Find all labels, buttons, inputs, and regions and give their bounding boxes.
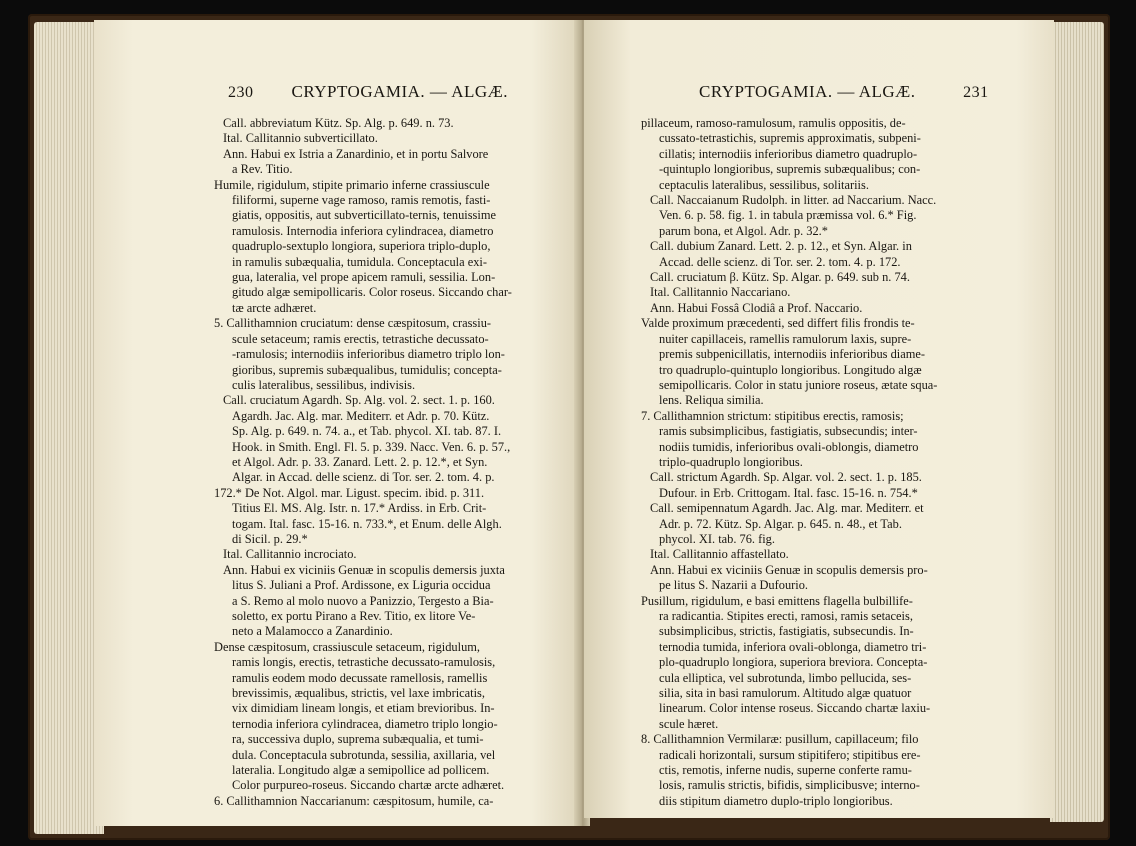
text-line: ramulis eodem modo decussate ramellosis, ramellis [232, 670, 488, 685]
text-line: soletto, ex portu Pirano a Rev. Titio, ex litore Ve- [232, 609, 476, 623]
text-line: ramis longis, erectis, tetrastiche decussato-ramulosis, [232, 655, 496, 670]
text-line: Ann. Habui ex viciniis Genuæ in scopulis demersis pro- [650, 562, 928, 577]
text-line: Ven. 6. p. 58. fig. 1. in tabula præmissa vol. 6.* Fig. [659, 208, 917, 223]
text-line: a Rev. Titio. [232, 162, 293, 177]
text-line: 5. Callithamnion cruciatum: dense cæspitosum, crassiu- [214, 316, 492, 331]
text-line: ramulosis. Internodia inferiora cylindracea, diametro [232, 223, 494, 238]
text-line: quadruplo-sextuplo longiora, superiora triplo-duplo, [232, 239, 491, 254]
text-line: Adr. p. 72. Kütz. Sp. Algar. p. 645. n. 48., et Tab. [659, 516, 902, 531]
text-line: Call. cruciatum β. Kütz. Sp. Algar. p. 649. sub n. 74. [650, 270, 910, 285]
text-line: Agardh. Jac. Alg. mar. Mediterr. et Adr. p. 70. Kütz. [232, 408, 490, 423]
text-line: giatis, oppositis, aut subverticillato-ternis, tenuissime [232, 208, 496, 223]
left-page [94, 20, 580, 826]
right-page-header [699, 82, 989, 102]
text-line: 8. Callithamnion Vermilaræ: pusillum, capillaceum; filo [641, 732, 919, 747]
text-line: -ramulosis; internodiis inferioribus diametro triplo lon- [232, 347, 505, 362]
text-line: pillaceum, ramoso-ramulosum, ramulis oppositis, de- [641, 116, 906, 130]
text-line: ramis subsimplicibus, fastigiatis, subsecundis; inter- [659, 424, 918, 439]
page-number: 230 [228, 84, 254, 101]
text-line: -quintuplo longioribus, supremis subæqualibus; con- [659, 162, 921, 177]
text-line: Hook. in Smith. Engl. Fl. 5. p. 339. Nacc. Ven. 6. p. 57., [232, 439, 511, 454]
text-line: culis lateralibus, sessilibus, indivisis. [232, 377, 416, 392]
text-line: Dufour. in Erb. Crittogam. Ital. fasc. 15-16. n. 754.* [659, 485, 918, 500]
text-line: phycol. XI. tab. 76. fig. [659, 531, 775, 546]
text-line: neto a Malamocco a Zanardinio. [232, 624, 393, 639]
text-line: premis subpenicillatis, internodiis inferioribus diame- [659, 347, 925, 362]
text-line: Call. abbreviatum Kütz. Sp. Alg. p. 649. n. 73. [223, 116, 454, 130]
text-line: filiformi, superne vage ramoso, ramis remotis, fasti- [232, 193, 491, 208]
text-line: Valde proximum præcedenti, sed differt filis frondis te- [641, 316, 915, 331]
text-line: Call. strictum Agardh. Sp. Algar. vol. 2. sect. 1. p. 185. [650, 470, 922, 485]
running-head: CRYPTOGAMIA. — ALGÆ. [699, 82, 916, 101]
text-line: nuiter capillaceis, ramellis ramulorum laxis, supre- [659, 331, 912, 346]
text-line: Algar. in Accad. delle scienz. di Tor. ser. 2. tom. 4. p. [232, 470, 495, 485]
text-line: ctis, remotis, inferne nudis, superne conferte ramu- [659, 763, 912, 778]
text-line: ternodia tumida, inferiora ovali-oblonga, diametro tri- [659, 639, 927, 654]
text-line: Ann. Habui Fossâ Clodiâ a Prof. Naccario. [650, 300, 863, 315]
text-line: radicali horizontali, sursum stipitifero; stipitibus ere- [659, 747, 921, 762]
text-line: in ramulis subæqualia, tumidula. Conceptacula exi- [232, 254, 487, 269]
text-line: et Algol. Adr. p. 33. Zanard. Lett. 2. p. 12.*, et Syn. [232, 454, 488, 469]
text-line: semipollicaris. Color in statu juniore roseus, ætate squa- [659, 377, 938, 392]
text-line: nodiis tumidis, inferioribus ovali-oblongis, diametro [659, 439, 919, 454]
text-line: dula. Conceptacula subrotunda, sessilia, axillaria, vel [232, 747, 496, 762]
text-line: Ital. Callitannio incrociato. [223, 547, 357, 562]
text-line: Ital. Callitannio subverticillato. [223, 131, 378, 146]
text-line: brevissimis, æqualibus, strictis, vel laxe imbricatis, [232, 686, 485, 701]
text-line: scule setaceum; ramis erectis, tetrastiche decussato- [232, 331, 489, 346]
text-line: a S. Remo al molo nuovo a Panizzio, Tergesto a Bia- [232, 593, 494, 608]
text-line: pe litus S. Nazarii a Dufourio. [659, 578, 808, 593]
text-line: Ital. Callitannio Naccariano. [650, 285, 791, 300]
text-line: Dense cæspitosum, crassiuscule setaceum, rigidulum, [214, 639, 480, 654]
text-line: Call. dubium Zanard. Lett. 2. p. 12., et Syn. Algar. in [650, 239, 912, 254]
text-line: Titius El. MS. Alg. Istr. n. 17.* Ardiss. in Erb. Crit- [232, 501, 487, 516]
text-line: plo-quadruplo longiora, superiora breviora. Concepta- [659, 655, 928, 670]
text-line: parum bona, et Algol. Adr. p. 32.* [659, 223, 828, 238]
text-line: tæ arcte adhæret. [232, 300, 317, 315]
text-line: losis, ramulis strictis, bifidis, simplicibusve; interno- [659, 778, 920, 793]
text-line: Accad. delle scienz. di Tor. ser. 2. tom. 4. p. 172. [659, 254, 901, 269]
text-line: cillatis; internodiis inferioribus diametro quadruplo- [659, 146, 918, 161]
text-line: togam. Ital. fasc. 15-16. n. 733.*, et Enum. delle Algh. [232, 516, 502, 531]
text-line: Humile, rigidulum, stipite primario inferne crassiuscule [214, 177, 490, 192]
text-line: Call. semipennatum Agardh. Jac. Alg. mar. Mediterr. et [650, 501, 924, 516]
text-line: subsimplicibus, strictis, fastigiatis, subsecundis. In- [659, 624, 914, 639]
right-page-text [641, 116, 1031, 809]
text-line: lateralia. Longitudo algæ a semipollice ad pollicem. [232, 763, 490, 778]
text-line: Color purpureo-roseus. Siccando chartæ arcte adhæret. [232, 778, 505, 793]
text-line: cula elliptica, vel subrotunda, limbo pellucida, ses- [659, 670, 912, 685]
page-number: 231 [963, 84, 989, 101]
text-line: linearum. Color intense roseus. Siccando chartæ laxiu- [659, 701, 931, 716]
text-line: gioribus, supremis subæqualibus, tumidulis; concepta- [232, 362, 502, 377]
text-line: Pusillum, rigidulum, e basi emittens flagella bulbillife- [641, 593, 913, 608]
text-line: tro quadruplo-quintuplo longioribus. Longitudo algæ [659, 362, 922, 377]
text-line: silia, sita in basi ramulorum. Altitudo algæ quatuor [659, 686, 912, 701]
text-line: cussato-tetrastichis, supremis approximatis, subpeni- [659, 131, 921, 146]
text-line: diis stipitum diametro duplo-triplo longioribus. [659, 793, 893, 808]
left-page-header [228, 82, 508, 102]
running-head: CRYPTOGAMIA. — ALGÆ. [291, 82, 509, 101]
right-page [584, 20, 1054, 818]
text-line: 7. Callithamnion strictum: stipitibus erectis, ramosis; [641, 408, 904, 423]
text-line: triplo-quadruplo longioribus. [659, 454, 803, 469]
text-line: 172.* De Not. Algol. mar. Ligust. specim. ibid. p. 311. [214, 485, 485, 500]
page-edges-right [1050, 22, 1104, 822]
text-line: Call. cruciatum Agardh. Sp. Alg. vol. 2. sect. 1. p. 160. [223, 393, 495, 408]
text-line: lens. Reliqua similia. [659, 393, 764, 408]
text-line: ternodia inferiora cylindracea, diametro triplo longio- [232, 716, 498, 731]
text-line: scule hæret. [659, 716, 719, 731]
text-line: ra radicantia. Stipites erecti, ramosi, ramis setaceis, [659, 609, 913, 623]
text-line: gitudo algæ semipollicaris. Color roseus. Siccando char- [232, 285, 512, 300]
text-line: ceptaculis lateralibus, sessilibus, solitariis. [659, 177, 869, 192]
text-line: ra, successiva duplo, suprema subæqualia, et tumi- [232, 732, 484, 747]
text-line: vix dimidiam lineam longis, et etiam brevioribus. In- [232, 701, 495, 716]
text-line: Ann. Habui ex Istria a Zanardinio, et in portu Salvore [223, 146, 489, 161]
text-line: gua, lateralia, vel prope apicem ramuli, sessilia. Lon- [232, 270, 496, 285]
text-line: Call. Naccaianum Rudolph. in litter. ad Naccarium. Nacc. [650, 193, 937, 208]
text-line: litus S. Juliani a Prof. Ardissone, ex Liguria occidua [232, 578, 491, 593]
text-line: Ital. Callitannio affastellato. [650, 547, 789, 562]
text-line: 6. Callithamnion Naccarianum: cæspitosum, humile, ca- [214, 793, 494, 808]
text-line: di Sicil. p. 29.* [232, 531, 308, 546]
text-line: Sp. Alg. p. 649. n. 74. a., et Tab. phycol. XI. tab. 87. I. [232, 424, 502, 439]
left-page-text [214, 116, 580, 809]
text-line: Ann. Habui ex viciniis Genuæ in scopulis demersis juxta [223, 562, 505, 577]
